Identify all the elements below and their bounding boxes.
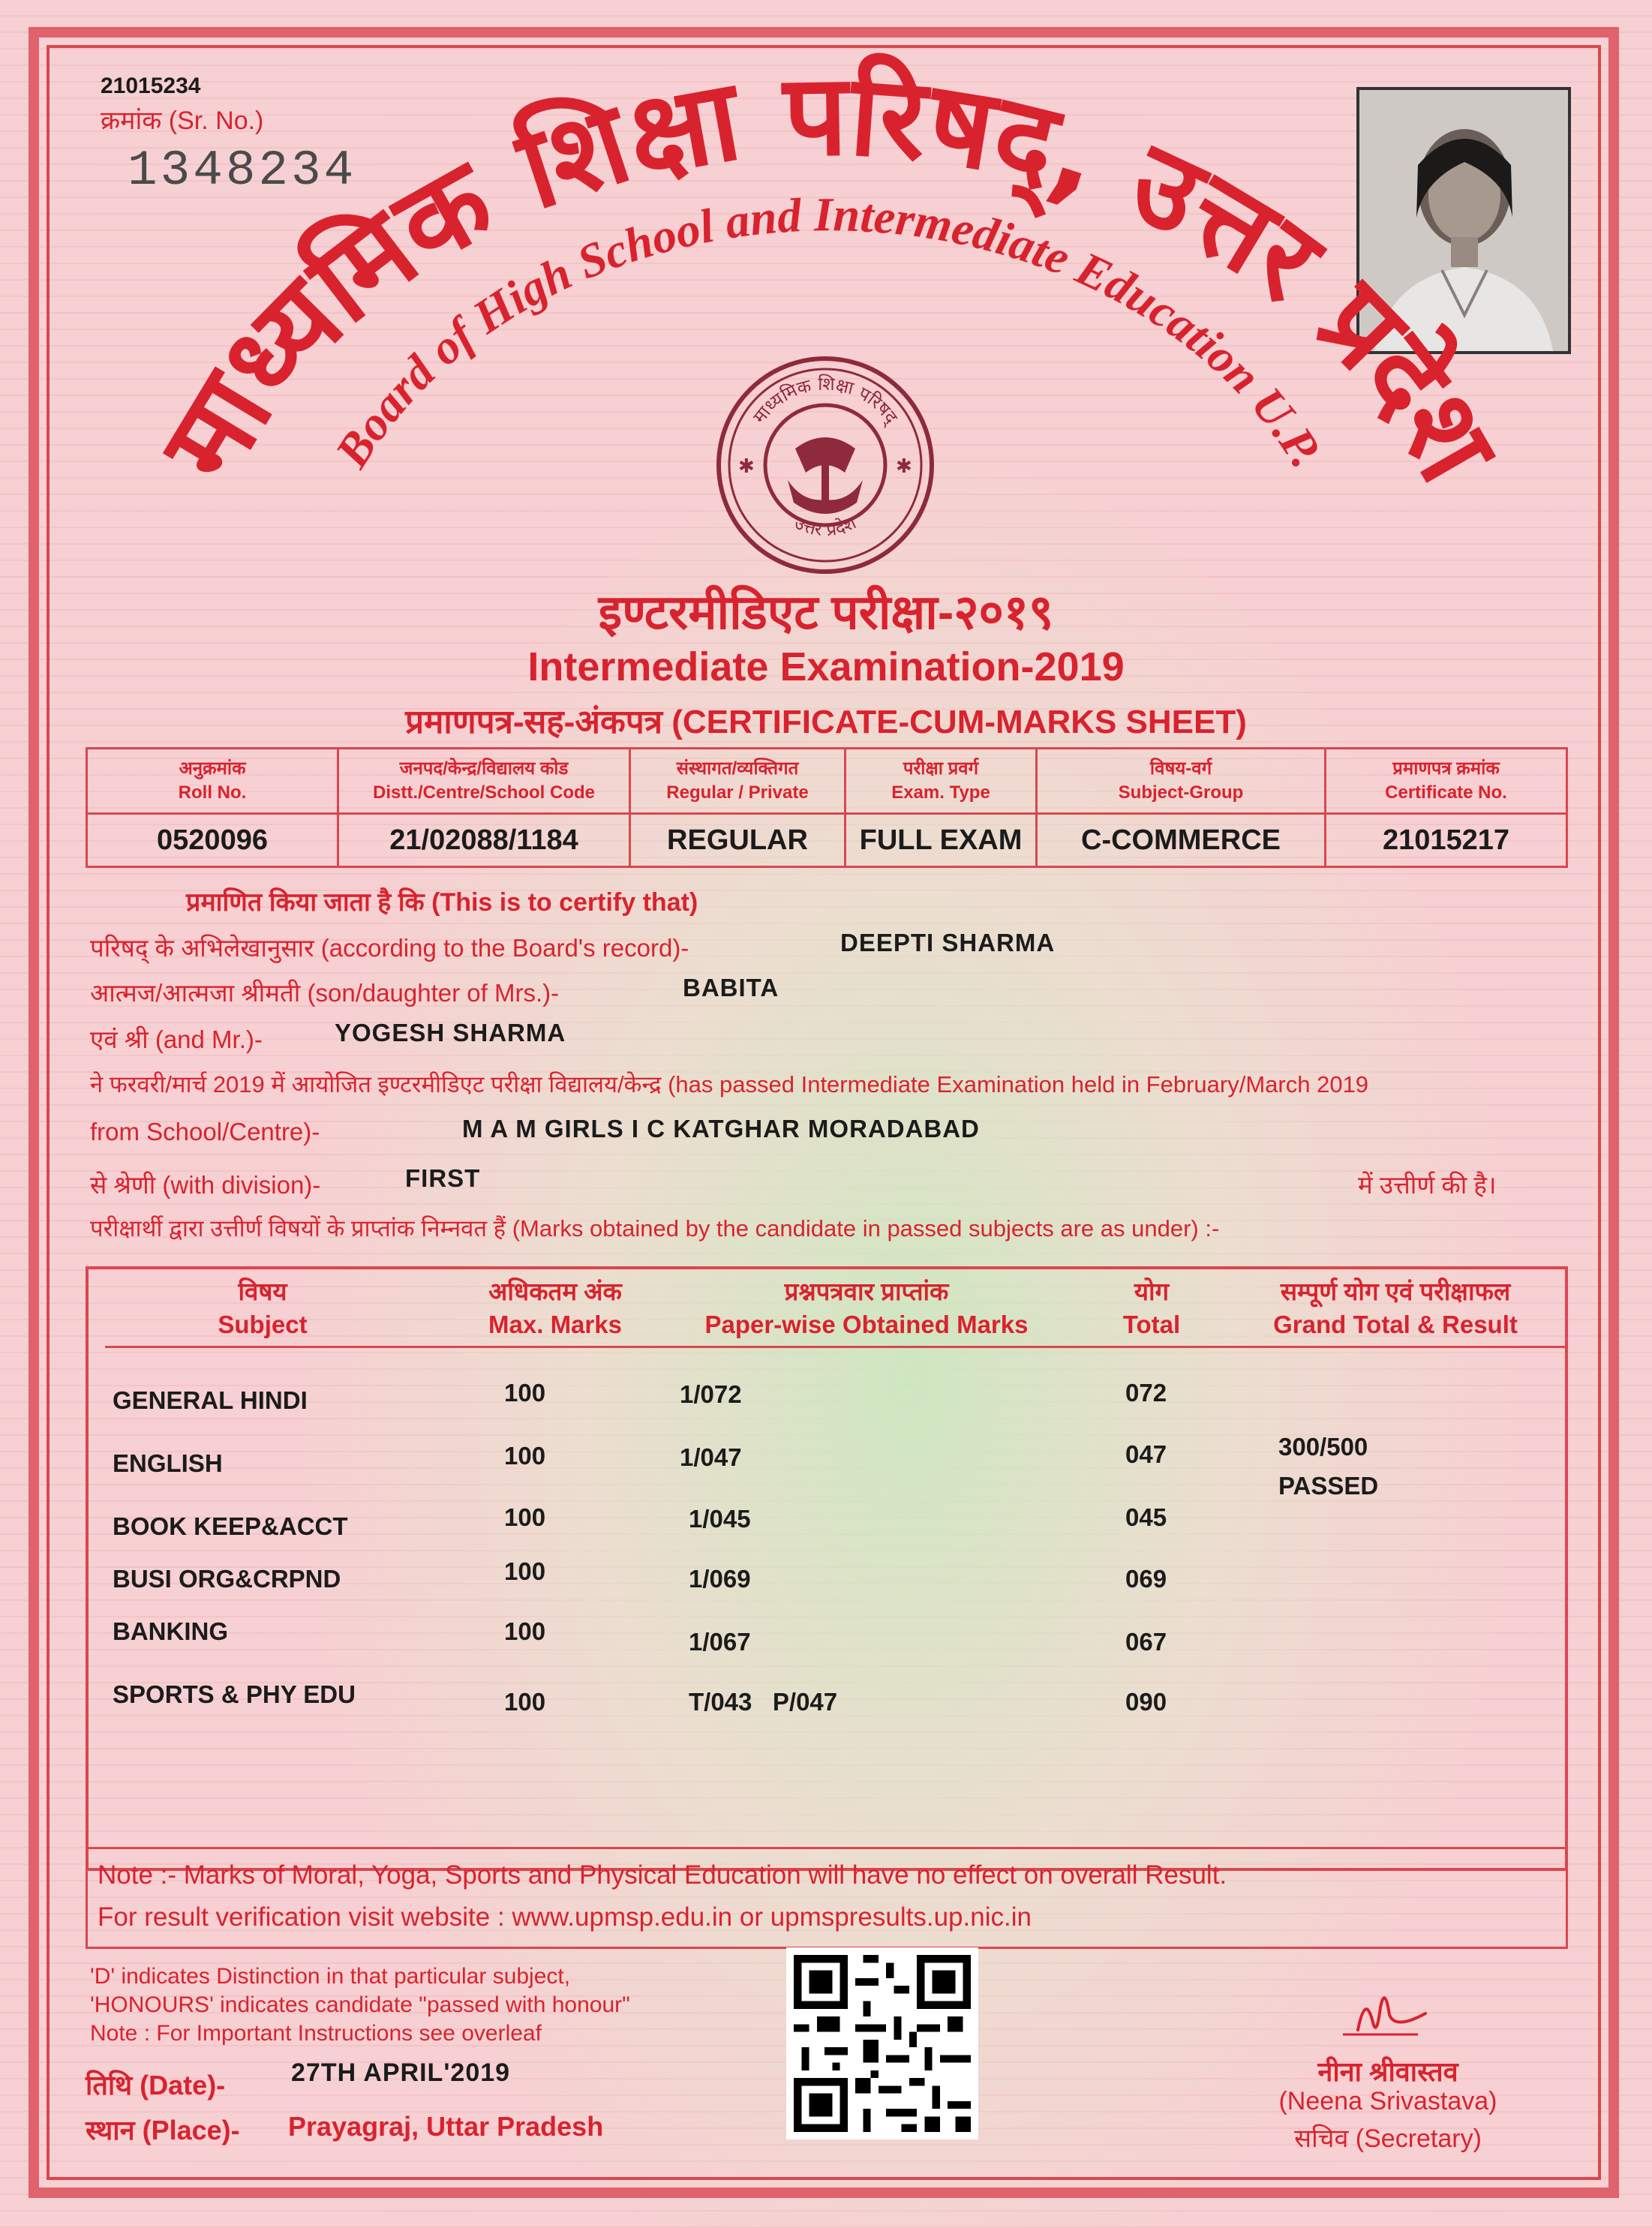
father-name: YOGESH SHARMA: [335, 1019, 566, 1046]
marks-header-total: योग Total: [1122, 1278, 1181, 1338]
passed-line: ने फरवरी/मार्च 2019 में आयोजित इण्टरमीडिएट परीक्षा विद्यालय/केन्द्र (has passed Intermediate Examination held in February/March 2019: [90, 1071, 1369, 1097]
board-name-hindi: माध्यमिक शिक्षा परिषद्, उत्तर प्रदेश: [136, 50, 1522, 503]
max-marks: 100: [504, 1557, 546, 1585]
footer-honours: 'HONOURS' indicates candidate "passed with honour": [90, 1992, 630, 2017]
info-value-row: [87, 814, 1567, 867]
certificate-title: प्रमाणपत्र-सह-अंकपत्र (CERTIFICATE-CUM-MARKS SHEET): [405, 704, 1247, 740]
max-marks: 100: [504, 1688, 546, 1716]
certify-intro: प्रमाणित किया जाता है कि (This is to certify that): [186, 888, 698, 917]
note-moral: Note :- Marks of Moral, Yoga, Sports and Physical Education will have no effect on overall Result.: [98, 1860, 1227, 1890]
signature-icon: [1335, 1977, 1440, 2045]
subject-name: GENERAL HINDI: [113, 1386, 308, 1414]
header-certificate-no: प्रमाणपत्र क्रमांक Certificate No.: [1326, 749, 1567, 814]
paper-marks: T/043 P/047: [689, 1688, 838, 1716]
subject-name: BOOK KEEP&ACCT: [113, 1512, 348, 1540]
result-status: PASSED: [1278, 1472, 1379, 1500]
paper-marks: 1/045: [689, 1505, 751, 1533]
exam-title-hindi: इण्टरमीडिएट परीक्षा-२०१९: [598, 585, 1054, 639]
exam-title-english: Intermediate Examination-2019: [527, 644, 1125, 689]
subject-name: ENGLISH: [113, 1449, 223, 1477]
subject-name: SPORTS & PHY EDU: [113, 1680, 356, 1708]
paper-marks: 1/069: [689, 1565, 751, 1593]
marks-header-grand: सम्पूर्ण योग एवं परीक्षाफल Grand Total & Result: [1273, 1278, 1518, 1338]
board-name-english: Board of High School and Intermediate Education U.P.: [324, 188, 1334, 477]
qr-code-icon: [786, 1947, 978, 2139]
marks-header-max: अधिकतम अंक Max. Marks: [488, 1278, 622, 1338]
serial-top: 21015234: [101, 74, 201, 98]
total-marks: 090: [1125, 1688, 1167, 1716]
certificate-no-value: 21015217: [1326, 814, 1567, 867]
grand-total: 300/500: [1278, 1433, 1368, 1461]
roll-no-value: 0520096: [87, 814, 338, 867]
paper-marks: 1/072: [680, 1380, 742, 1408]
subject-name: BANKING: [113, 1617, 228, 1645]
total-marks: 045: [1125, 1503, 1167, 1531]
total-marks: 069: [1125, 1565, 1167, 1593]
svg-text:माध्यमिक शिक्षा परिषद्: [749, 374, 903, 430]
candidate-name: DEEPTI SHARMA: [840, 929, 1056, 956]
paper-marks: 1/047: [680, 1443, 742, 1471]
total-marks: 047: [1125, 1440, 1167, 1468]
paper-marks: 1/067: [689, 1628, 751, 1656]
max-marks: 100: [504, 1379, 546, 1407]
seal-top-text: माध्यमिक शिक्षा परिषद्: [749, 373, 903, 428]
regular-value: REGULAR: [630, 814, 846, 867]
marks-divider: [105, 1346, 1568, 1348]
footer-distinction: 'D' indicates Distinction in that particular subject,: [90, 1964, 571, 1989]
max-marks: 100: [504, 1503, 546, 1531]
info-table: [86, 747, 1568, 868]
total-marks: 072: [1125, 1379, 1167, 1407]
place-value: Prayagraj, Uttar Pradesh: [288, 2111, 604, 2142]
marks-intro: परीक्षार्थी द्वारा उत्तीर्ण विषयों के प्राप्तांक निम्नवत हैं (Marks obtained by the candidate in passed subjects are as under) :-: [90, 1215, 1220, 1242]
school-label: from School/Centre)-: [90, 1118, 320, 1146]
subject-name: BUSI ORG&CRPND: [113, 1565, 341, 1593]
svg-text:✱: ✱: [738, 455, 755, 477]
signatory-title: सचिव (Secretary): [1294, 2124, 1482, 2153]
header-subject-group: विषय-वर्ग Subject-Group: [1037, 749, 1326, 814]
serial-label: क्रमांक (Sr. No.): [101, 107, 264, 135]
board-seal-icon: [713, 353, 938, 578]
division-value: FIRST: [405, 1164, 481, 1192]
mother-name: BABITA: [683, 974, 779, 1001]
exam-type-value: FULL EXAM: [846, 814, 1037, 867]
issue-date: 27TH APRIL'2019: [291, 2058, 511, 2087]
marks-header-subject: विषय Subject: [218, 1278, 308, 1338]
max-marks: 100: [504, 1442, 546, 1470]
header-code: जनपद/केन्द्र/विद्यालय कोड Distt./Centre/School Code: [338, 749, 630, 814]
passed-suffix: में उत्तीर्ण की है।: [1358, 1171, 1497, 1199]
serial-number: 1348234: [128, 143, 357, 199]
note-verification: For result verification visit website : www.upmsp.edu.in or upmspresults.up.nic.in: [98, 1902, 1032, 1932]
seal-bottom-text: उत्तर प्रदेश: [791, 512, 860, 541]
mother-label: आत्मज/आत्मजा श्रीमती (son/daughter of Mrs.)-: [90, 979, 560, 1007]
place-label: स्थान (Place)-: [86, 2115, 240, 2145]
school-name: M A M GIRLS I C KATGHAR MORADABAD: [462, 1115, 980, 1143]
svg-text:✱: ✱: [896, 455, 912, 477]
header-exam-type: परीक्षा प्रवर्ग Exam. Type: [846, 749, 1037, 814]
subject-group-value: C-COMMERCE: [1037, 814, 1326, 867]
division-label: से श्रेणी (with division)-: [90, 1171, 321, 1199]
date-label: तिथि (Date)-: [86, 2070, 226, 2100]
header-regular: संस्थागत/व्यक्तिगत Regular / Private: [630, 749, 846, 814]
signatory-hindi: नीना श्रीवास्तव: [1317, 2056, 1458, 2087]
header-roll: अनुक्रमांक Roll No.: [87, 749, 338, 814]
code-value: 21/02088/1184: [338, 814, 630, 867]
total-marks: 067: [1125, 1628, 1167, 1656]
record-label: परिषद् के अभिलेखानुसार (according to the Board's record)-: [90, 934, 689, 962]
footer-instructions: Note : For Important Instructions see overleaf: [90, 2021, 542, 2046]
marks-header-paper: प्रश्नपत्रवार प्राप्तांक Paper-wise Obtained Marks: [704, 1278, 1029, 1338]
max-marks: 100: [504, 1617, 546, 1645]
svg-text:उत्तर प्रदेश: [791, 512, 860, 540]
signatory-name: (Neena Srivastava): [1278, 2087, 1497, 2115]
father-label: एवं श्री (and Mr.)-: [90, 1025, 263, 1053]
info-header-row: [87, 749, 1567, 814]
